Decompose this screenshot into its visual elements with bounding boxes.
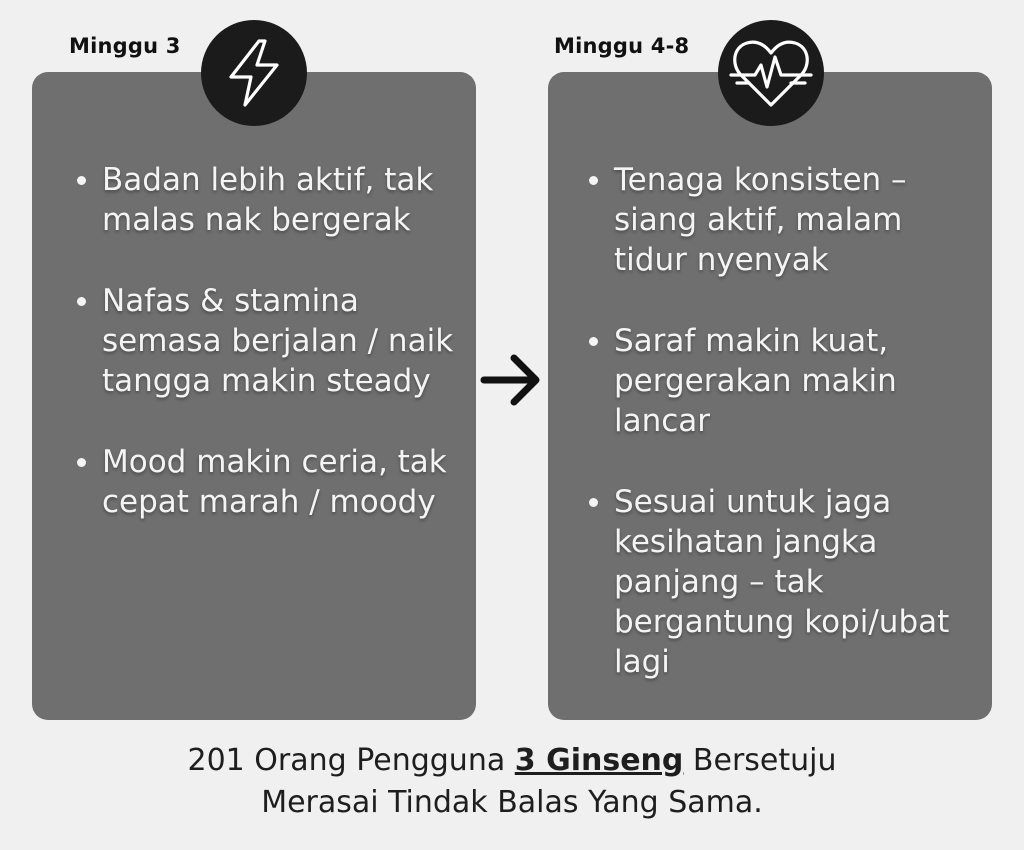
list-item: Saraf makin kuat, pergerakan makin lancar: [614, 321, 974, 441]
week4-8-benefits-list: [614, 160, 974, 723]
week3-card: [32, 72, 476, 720]
footer-post: Bersetuju: [683, 743, 837, 778]
footer-emphasis: 3 Ginseng: [514, 743, 684, 778]
footer-pre: 201 Orang Pengguna: [187, 743, 515, 778]
lightning-badge: [201, 20, 307, 126]
heartbeat-badge: [718, 20, 824, 126]
list-item: Sesuai untuk jaga kesihatan jangka panjang – tak bergantung kopi/ubat lagi: [614, 482, 974, 682]
list-item: Badan lebih aktif, tak malas nak bergerak: [102, 160, 466, 240]
list-item: Tenaga konsisten – siang aktif, malam tidur nyenyak: [614, 160, 974, 280]
footer-caption: [0, 740, 1024, 824]
week3-title: Minggu 3: [69, 34, 181, 58]
footer-line-1: [0, 740, 1024, 782]
week3-benefits-list: [102, 160, 466, 563]
arrow-right-icon: [480, 350, 544, 414]
footer-line-2: Merasai Tindak Balas Yang Sama.: [261, 785, 763, 820]
list-item: Nafas & stamina semasa berjalan / naik tangga makin steady: [102, 281, 466, 401]
week4-8-card: [548, 72, 992, 720]
heartbeat-icon: [729, 35, 813, 111]
list-item: Mood makin ceria, tak cepat marah / moody: [102, 442, 466, 522]
lightning-icon: [221, 37, 287, 109]
week4-8-title: Minggu 4-8: [554, 34, 690, 58]
